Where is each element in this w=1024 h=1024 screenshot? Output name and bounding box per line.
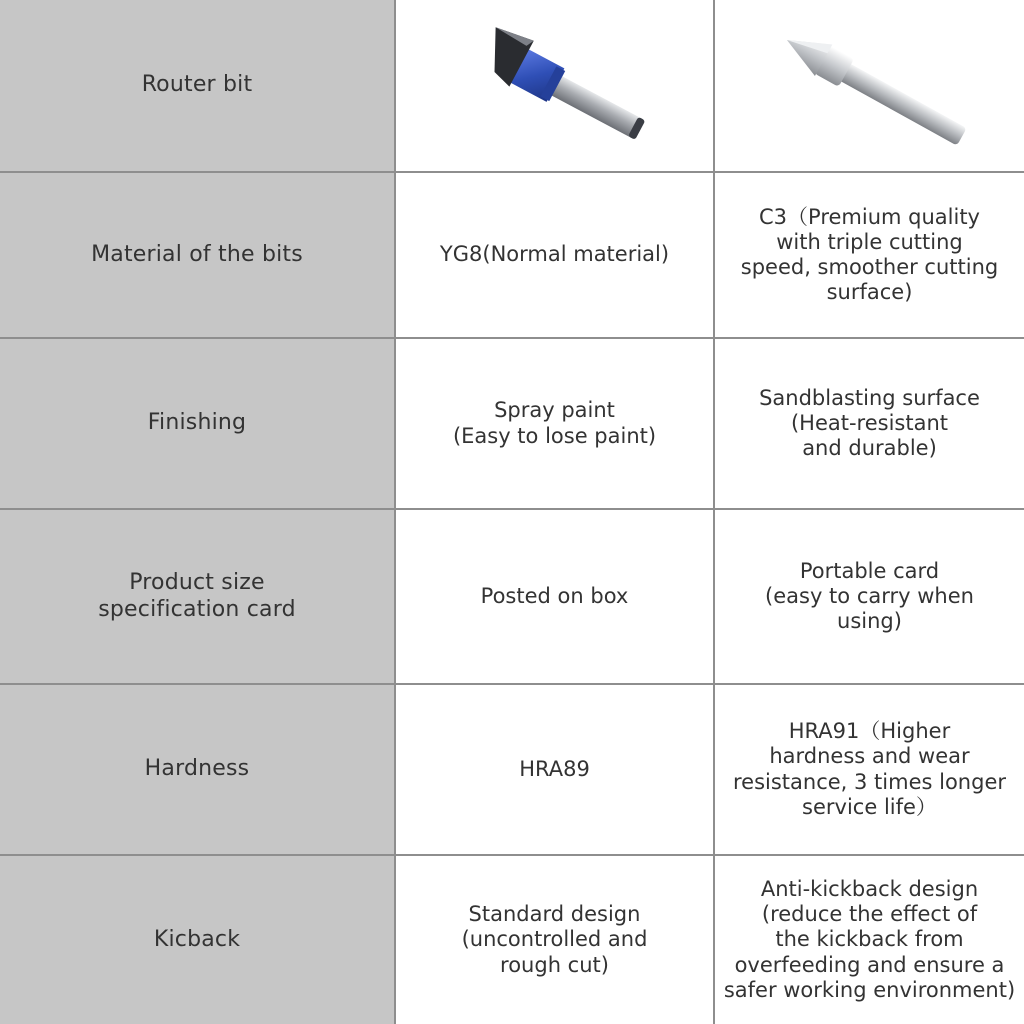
normal-finishing-value: Spray paint (Easy to lose paint) <box>396 339 715 510</box>
normal-hardness-value: HRA89 <box>396 685 715 856</box>
row-label-finishing: Finishing <box>0 339 396 510</box>
row-label-router-bit: Router bit <box>0 0 396 173</box>
row-label-material: Material of the bits <box>0 173 396 339</box>
row-label-kickback: Kicback <box>0 856 396 1024</box>
premium-finishing-value: Sandblasting surface (Heat-resistant and durable) <box>715 339 1024 510</box>
normal-kickback-value: Standard design (uncontrolled and rough cut) <box>396 856 715 1024</box>
silver-v-groove-router-bit-icon <box>765 0 975 181</box>
premium-hardness-value: HRA91（Higher hardness and wear resistance, 3 times longer service life） <box>715 685 1024 856</box>
row-label-hardness: Hardness <box>0 685 396 856</box>
row-label-size-card: Product size specification card <box>0 510 396 685</box>
premium-size-card-value: Portable card (easy to carry when using) <box>715 510 1024 685</box>
blue-v-groove-router-bit-icon <box>455 0 655 181</box>
normal-bit-image-cell <box>396 0 715 173</box>
normal-size-card-value: Posted on box <box>396 510 715 685</box>
normal-material-value: YG8(Normal material) <box>396 173 715 339</box>
premium-bit-image-cell <box>715 0 1024 173</box>
premium-kickback-value: Anti-kickback design (reduce the effect of the kickback from overfeeding and ensure a safer working environment) <box>715 856 1024 1024</box>
premium-material-value: C3（Premium quality with triple cutting speed, smoother cutting surface) <box>715 173 1024 339</box>
